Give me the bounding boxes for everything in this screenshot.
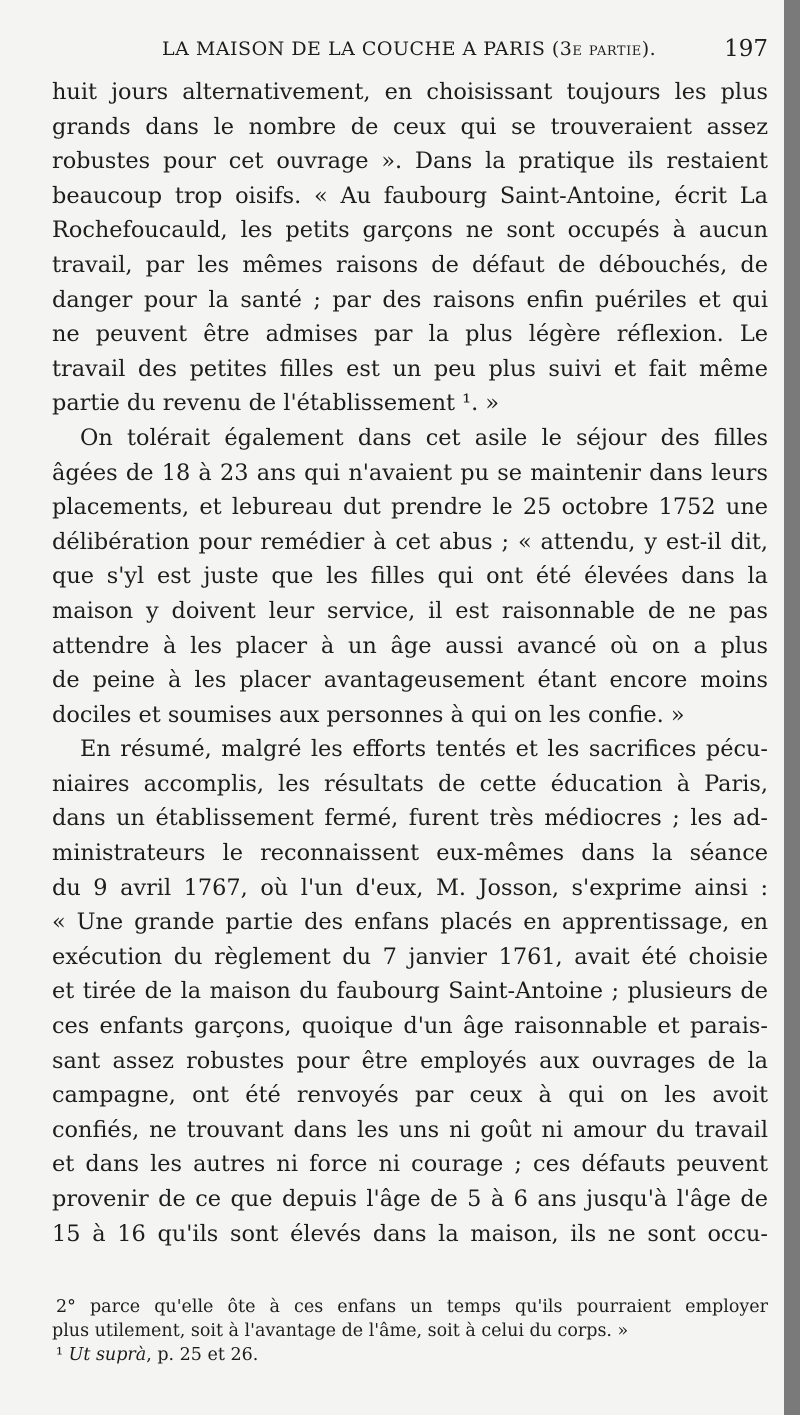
footnotes [52, 1295, 768, 1367]
text-line: de peine à les placer avantageusement étant encore moins [52, 667, 768, 694]
footnote-marker: ¹ [56, 1345, 64, 1365]
text-line: 15 à 16 qu'ils sont élevés dans la maison, ils ne sont occu- [52, 1220, 768, 1247]
text-line: que s'yl est juste que les filles qui ont été élevées dans la [52, 563, 768, 590]
page-number: 197 [724, 36, 768, 62]
text-line: provenir de ce que depuis l'âge de 5 à 6 ans jusqu'à l'âge de [52, 1186, 768, 1212]
body-text [52, 75, 768, 1251]
text-line: délibération pour remédier à cet abus ; « attendu, y est-il dit, [52, 528, 768, 555]
text-line: ne peuvent être admises par la plus légère réflexion. Le [52, 321, 768, 348]
text-line: Rochefoucauld, les petits garçons ne sont occupés à aucun [52, 217, 768, 244]
footnote-ref-title: Ut suprà [68, 1345, 147, 1365]
text-line: robustes pour cet ouvrage ». Dans la pratique ils restaient [52, 148, 768, 175]
text-line: confiés, ne trouvant dans les uns ni goût ni amour du travail [52, 1116, 768, 1143]
text-line: danger pour la santé ; par des raisons enfin puériles et qui [52, 286, 768, 313]
text-line: partie du revenu de l'établissement ¹. » [52, 390, 500, 417]
text-line: ces enfants garçons, quoique d'un âge raisonnable et parais- [52, 1013, 768, 1040]
text-line: dans un établissement fermé, furent très médiocres ; les ad- [52, 805, 768, 832]
text-line: huit jours alternativement, en choisissant toujours les plus [52, 79, 768, 105]
text-line: campagne, ont été renvoyés par ceux à qui on les avoit [52, 1082, 768, 1109]
text-line: En résumé, malgré les efforts tentés et les sacrifices pécu- [80, 736, 768, 763]
footnote-ref-pages: , p. 25 et 26. [146, 1345, 259, 1365]
text-line: niaires accomplis, les résultats de cette éducation à Paris, [52, 770, 768, 797]
running-title: LA MAISON DE LA COUCHE A PARIS (3e partie). [162, 38, 657, 60]
text-line: et dans les autres ni force ni courage ; ces défauts peuvent [52, 1151, 768, 1178]
text-line: attendre à les placer à un âge aussi avancé où on a plus [52, 632, 768, 659]
text-line: du 9 avril 1767, où l'un d'eux, M. Josson, s'exprime ainsi : [52, 874, 768, 901]
text-line: ministrateurs le reconnaissent eux-mêmes dans la séance [52, 840, 768, 867]
page-header [52, 38, 768, 74]
text-line: travail des petites filles est un peu plus suivi et fait même [52, 355, 768, 382]
text-line: maison y doivent leur service, il est raisonnable de ne pas [52, 597, 768, 624]
text-line: placements, et lebureau dut prendre le 25 octobre 1752 une [52, 494, 768, 521]
text-line: beaucoup trop oisifs. « Au faubourg Saint-Antoine, écrit La [52, 182, 768, 209]
text-line: exécution du règlement du 7 janvier 1761, avait été choisie [52, 943, 768, 970]
text-line: « Une grande partie des enfans placés en apprentissage, en [52, 909, 768, 936]
text-line: âgées de 18 à 23 ans qui n'avaient pu se maintenir dans leurs [52, 459, 768, 486]
text-line: On tolérait également dans cet asile le séjour des filles [80, 424, 768, 451]
text-line: grands dans le nombre de ceux qui se trouveraient assez [52, 113, 768, 140]
scan-edge [784, 0, 800, 1415]
text-line: sant assez robustes pour être employés aux ouvrages de la [52, 1047, 768, 1074]
text-line: dociles et soumises aux personnes à qui on les confie. » [52, 701, 685, 728]
footnote-line: 2° parce qu'elle ôte à ces enfans un temps qu'ils pourraient employer [56, 1297, 768, 1317]
footnote-reference [52, 1343, 768, 1367]
footnote-line: plus utilement, soit à l'avantage de l'âme, soit à celui du corps. » [52, 1321, 629, 1341]
text-line: et tirée de la maison du faubourg Saint-Antoine ; plusieurs de [52, 978, 768, 1005]
text-line: travail, par les mêmes raisons de défaut de débouchés, de [52, 251, 768, 278]
